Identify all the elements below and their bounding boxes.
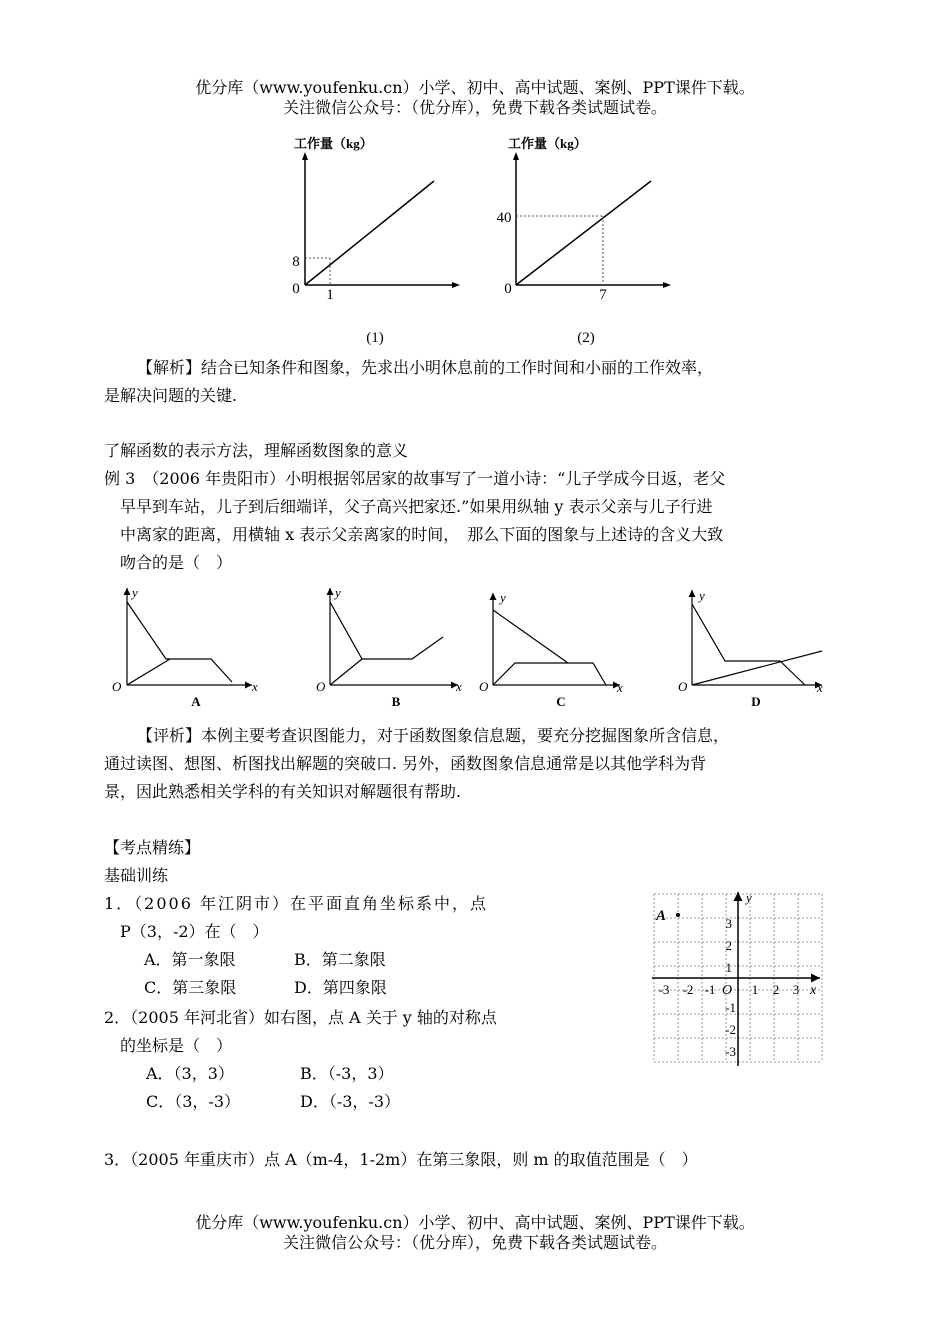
option-c-origin: O [479,679,489,694]
graph-2-ytick: 40 [496,210,512,226]
option-graph-d [678,588,823,709]
graph-1-ytick: 8 [292,254,300,270]
graph-2-origin: 0 [504,281,512,297]
grid-ytick-neg3: -3 [725,1044,736,1059]
option-c-letter: C [556,694,566,709]
grid-ytick-2: 2 [725,938,732,953]
footer-line-2: 关注微信公众号：（优分库），免费下载各类试题试卷。 [282,1233,667,1252]
graph-1-x-arrow [452,282,460,288]
option-graph-c [479,590,623,709]
q2-option-c: C．（3，-3） [146,1092,241,1111]
graph-1 [292,136,460,346]
option-a-letter: A [191,694,201,709]
header-line-2: 关注微信公众号：（优分库），免费下载各类试题试卷。 [282,98,667,117]
q1-line-2: P（3，-2）在（ ） [120,922,269,941]
option-c-son [493,663,568,685]
option-c-father [493,610,606,685]
graph-1-caption: (1) [366,330,384,346]
example3-line-3: 中离家的距离，用横轴 x 表示父亲离家的时间， 那么下面的图象与上述诗的含义大致 [120,525,724,544]
option-b-origin: O [316,679,326,694]
grid-xtick-1: 1 [751,982,759,997]
analysis-line-1: 【解析】结合已知条件和图象，先求出小明休息前的工作时间和小丽的工作效率， [137,358,714,377]
grid-ylabel: y [746,890,752,905]
graph-2-y-arrow [513,152,519,160]
option-b-xlabel: x [456,679,462,694]
grid-xtick-3: 3 [792,982,800,997]
example3-line-4: 吻合的是（ ） [120,553,233,572]
option-a-ylabel: y [132,585,138,600]
graph-2 [497,136,672,346]
option-d-father [692,604,805,685]
grid-ytick-neg1: -1 [725,1000,736,1015]
graph-2-line [516,181,651,285]
grid-origin: O [722,983,733,998]
grid-ytick-neg2: -2 [725,1022,736,1037]
q1-option-b: B．第二象限 [294,950,386,969]
q1-option-c: C．第三象限 [144,978,237,997]
coordinate-grid-figure [640,880,840,1070]
option-d-xlabel: x [817,680,823,695]
graph-1-line [305,181,434,285]
option-a-origin: O [112,679,122,694]
comment-line-2: 通过读图、想图、析图找出解题的突破口. 另外，函数图象信息通常是以其他学科为背 [104,754,707,773]
q2-option-a: A．（3，3） [146,1064,234,1083]
q2-option-b: B．（-3，3） [300,1064,394,1083]
option-d-ylabel: y [699,588,705,603]
grid-xtick-neg3: -3 [658,982,670,997]
example3-line-2: 早早到车站，儿子到后细端详，父子高兴把家还.”如果用纵轴 y 表示父亲与儿子行进 [120,497,713,516]
q1-option-a: A．第一象限 [144,950,236,969]
option-a-xlabel: x [252,679,258,694]
option-b-son [330,659,362,685]
q2-option-d: D．（-3，-3） [300,1092,401,1111]
graph-1-ylabel: 工作量（kg） [294,136,373,151]
graph-1-y-arrow [302,152,308,160]
header-line-1: 优分库（www.youfenku.cn）小学、初中、高中试题、案例、PPT课件下载。 [195,78,755,97]
grid-xlabel: x [810,983,817,998]
option-b-father [330,602,443,659]
practice-title: 【考点精练】 [104,838,201,857]
work-graphs-figure [0,0,950,360]
q3-line: 3．（2005 年重庆市）点 A（m-4，1-2m）在第三象限，则 m 的取值范围是（ ） [104,1150,698,1169]
practice-subtitle: 基础训练 [104,866,169,885]
option-graph-a [112,585,258,709]
graph-2-x-arrow [663,282,671,288]
option-b-letter: B [391,694,401,709]
q1-line-1: 1．（2006 年江阴市）在平面直角坐标系中，点 [104,894,488,913]
analysis-line-2: 是解决问题的关键. [104,386,238,405]
graph-2-xtick: 7 [599,287,607,303]
grid-ytick-3: 3 [725,916,732,931]
graph-2-caption: (2) [577,330,595,346]
option-graphs-figure [0,575,950,715]
graph-1-xtick: 1 [326,287,334,303]
option-c-xlabel: x [617,680,623,695]
comment-line-3: 景，因此熟悉相关学科的有关知识对解题很有帮助. [104,782,462,801]
option-a-son [127,659,170,685]
point-a-label: A [656,908,667,924]
example3-line-1: 例 3 （2006 年贵阳市）小明根据邻居家的故事写了一道小诗：“儿子学成今日返，老父 [104,469,726,488]
point-a-dot [676,913,680,917]
q2-line-2: 的坐标是（ ） [120,1036,233,1055]
option-b-ylabel: y [335,585,341,600]
footer-line-1: 优分库（www.youfenku.cn）小学、初中、高中试题、案例、PPT课件下载。 [195,1213,755,1232]
comment-line-1: 【评析】本例主要考查识图能力，对于函数图象信息题，要充分挖掘图象所含信息， [137,726,730,745]
option-graph-b [316,585,462,709]
grid-xtick-2: 2 [772,982,780,997]
option-d-son [692,651,822,685]
option-d-letter: D [751,694,761,709]
graph-2-ylabel: 工作量（kg） [508,136,587,151]
grid-xtick-neg1: -1 [704,982,716,997]
grid-xtick-neg2: -2 [682,982,694,997]
q2-line-1: 2．（2005 年河北省）如右图，点 A 关于 y 轴的对称点 [104,1008,497,1027]
option-c-ylabel: y [500,590,506,605]
section-heading: 了解函数的表示方法，理解函数图象的意义 [104,441,409,460]
graph-1-origin: 0 [292,281,300,297]
option-d-origin: O [678,679,688,694]
option-a-father [127,602,232,682]
grid-ytick-1: 1 [725,960,732,975]
q1-option-d: D．第四象限 [294,978,387,997]
